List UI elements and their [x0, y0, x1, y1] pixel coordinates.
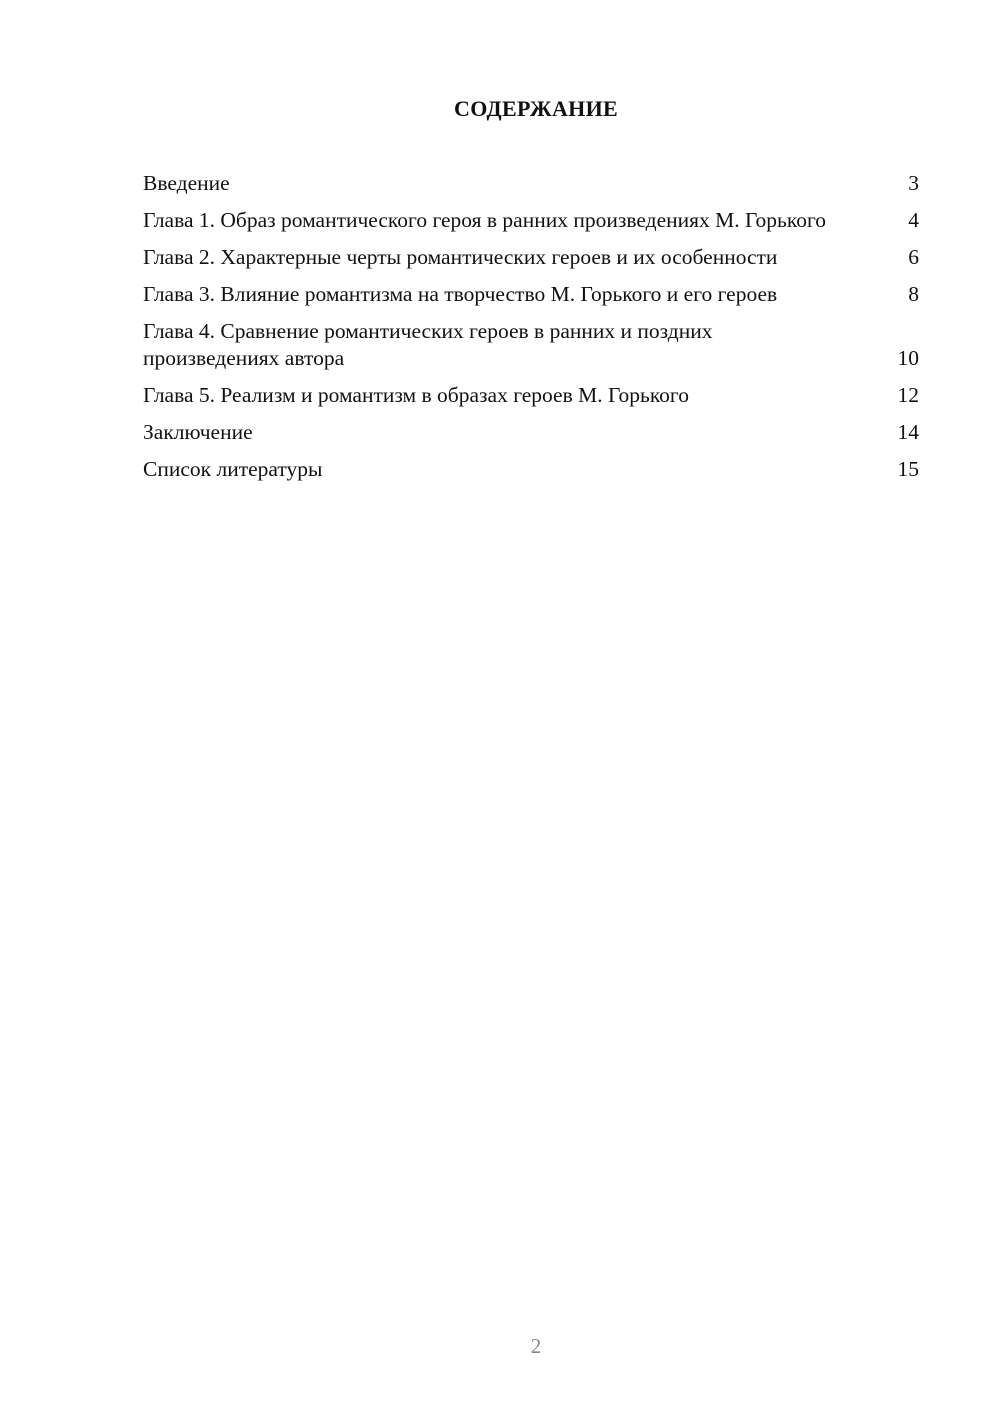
toc-entry-page: 14	[897, 420, 919, 444]
toc-entry-chapter-5[interactable]	[143, 382, 919, 409]
toc-entry-introduction[interactable]	[143, 170, 919, 197]
table-of-contents	[143, 170, 919, 493]
toc-entry-chapter-1[interactable]	[143, 207, 919, 234]
toc-entry-page: 4	[908, 208, 919, 232]
toc-entry-page: 10	[897, 346, 919, 370]
toc-entry-chapter-3[interactable]	[143, 281, 919, 308]
toc-entry-title: Введение	[143, 171, 230, 195]
toc-entry-title: Глава 4. Сравнение романтических героев в ранних и поздних произведениях автора	[143, 319, 713, 370]
toc-entry-title: Глава 2. Характерные черты романтических героев и их особенности	[143, 245, 778, 269]
toc-entry-title: Заключение	[143, 420, 253, 444]
toc-entry-bibliography[interactable]	[143, 456, 919, 483]
toc-entry-chapter-2[interactable]	[143, 244, 919, 271]
toc-entry-title: Глава 5. Реализм и романтизм в образах героев М. Горького	[143, 383, 689, 407]
toc-heading: СОДЕРЖАНИЕ	[454, 96, 618, 121]
toc-entry-page: 12	[897, 383, 919, 407]
toc-entry-page: 3	[908, 171, 919, 195]
toc-entry-conclusion[interactable]	[143, 419, 919, 446]
toc-entry-page: 15	[897, 457, 919, 481]
toc-entry-page: 6	[908, 245, 919, 269]
toc-entry-title: Список литературы	[143, 457, 323, 481]
toc-entry-chapter-4[interactable]	[143, 318, 919, 372]
toc-entry-page: 8	[908, 282, 919, 306]
toc-entry-title: Глава 3. Влияние романтизма на творчество М. Горького и его героев	[143, 282, 778, 306]
toc-entry-title: Глава 1. Образ романтического героя в ранних произведениях М. Горького	[143, 208, 826, 232]
page-number: 2	[530, 1334, 542, 1358]
